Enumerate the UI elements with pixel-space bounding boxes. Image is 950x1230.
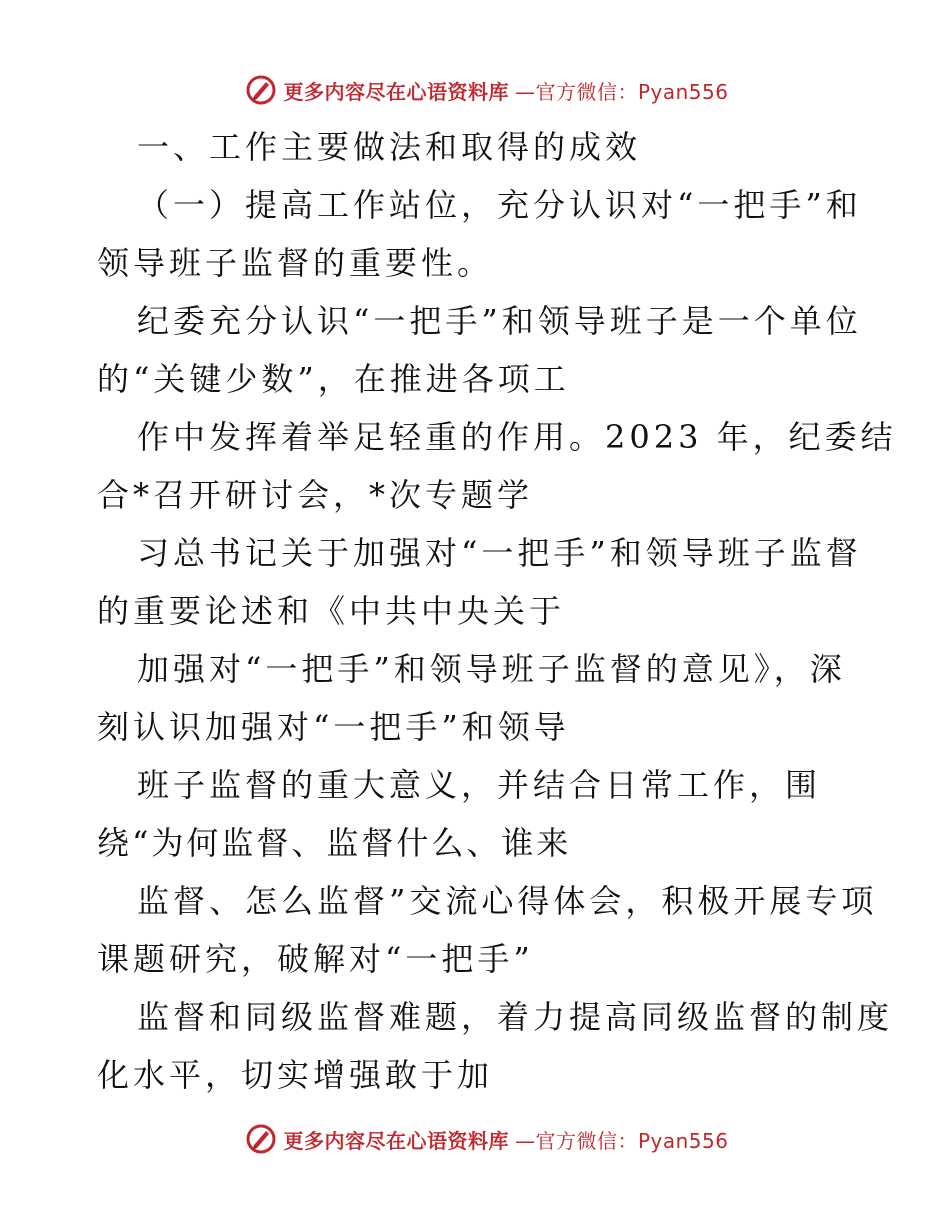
subsection-heading: （一）提高工作站位，充分认识对“一把手”和 <box>137 186 862 224</box>
paragraph-line: 作中发挥着举足轻重的作用。2023 年，纪委结 <box>137 418 897 456</box>
section-heading: 一、工作主要做法和取得的成效 <box>137 128 642 166</box>
footer-watermark-banner <box>0 1119 950 1159</box>
subsection-heading-continued: 领导班子监督的重要性。 <box>97 244 494 282</box>
paragraph-line: 合*召开研讨会，*次专题学 <box>97 476 534 514</box>
paragraph-line: 监督、怎么监督”交流心得体会，积极开展专项 <box>137 882 878 920</box>
paragraph-line: 刻认识加强对“一把手”和领导 <box>97 708 570 746</box>
paragraph-line: 监督和同级监督难题，着力提高同级监督的制度 <box>137 998 894 1036</box>
paragraph-line: 的重要论述和《中共中央关于 <box>97 592 566 630</box>
footer-banner-contact: —官方微信：Pyan556 <box>514 1128 729 1153</box>
header-banner-text: 更多内容尽在心语资料库 <box>283 79 509 104</box>
paragraph-line: 班子监督的重大意义，并结合日常工作，围 <box>137 766 822 804</box>
paragraph-line: 加强对“一把手”和领导班子监督的意见》，深 <box>137 650 846 688</box>
header-watermark-banner <box>0 70 950 110</box>
document-body <box>97 118 897 1104</box>
header-banner-contact: —官方微信：Pyan556 <box>514 79 729 104</box>
paragraph-line: 习总书记关于加强对“一把手”和领导班子监督 <box>137 534 862 572</box>
paragraph-line: 纪委充分认识“一把手”和领导班子是一个单位 <box>137 302 862 340</box>
paragraph-line: 绕“为何监督、监督什么、谁来 <box>97 824 572 862</box>
logo-icon <box>245 74 277 106</box>
paragraph-line: 的“关键少数”，在推进各项工 <box>97 360 570 398</box>
logo-icon <box>245 1123 277 1155</box>
paragraph-line: 课题研究，破解对“一把手” <box>97 940 534 978</box>
paragraph-line: 化水平，切实增强敢于加 <box>97 1056 494 1094</box>
footer-banner-text: 更多内容尽在心语资料库 <box>283 1128 509 1153</box>
